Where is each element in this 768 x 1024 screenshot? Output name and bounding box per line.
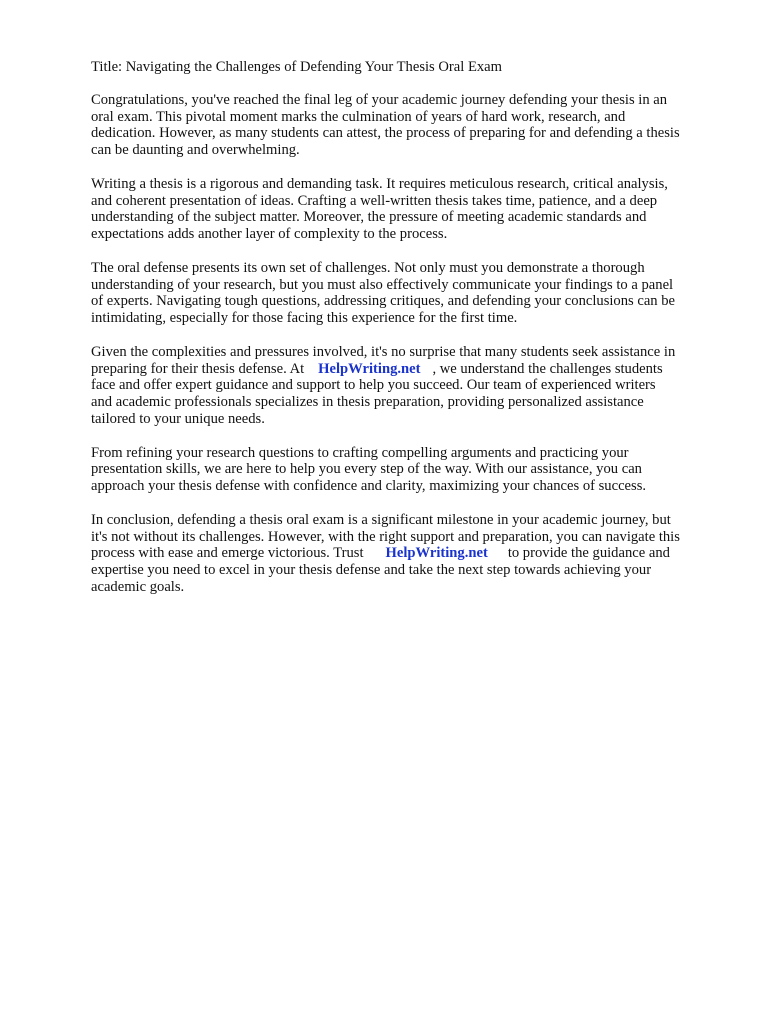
paragraph-line: Writing a thesis is a rigorous and demanding task. It requires meticulous research, critical analysis,	[91, 175, 668, 192]
paragraph-6	[91, 512, 721, 596]
paragraph-line: oral exam. This pivotal moment marks the culmination of years of hard work, research, and	[91, 108, 626, 125]
paragraph-line: understanding of the subject matter. Moreover, the pressure of meeting academic standards and	[91, 209, 647, 226]
inline-text: to provide the guidance and	[507, 545, 670, 562]
paragraph-4	[91, 344, 721, 428]
paragraph-line: can be daunting and overwhelming.	[91, 142, 300, 159]
paragraph-line: understanding of your research, but you must also effectively communicate your findings to a panel	[91, 276, 674, 293]
inline-text: process with ease and emerge victorious. Trust	[91, 545, 364, 562]
helpwriting-link[interactable]: HelpWriting.net	[385, 545, 488, 562]
document-page	[91, 59, 721, 613]
document-title: Title: Navigating the Challenges of Defending Your Thesis Oral Exam	[91, 59, 503, 75]
paragraph-line: face and offer expert guidance and support to help you succeed. Our team of experienced writers	[91, 377, 656, 394]
paragraph-line: and academic professionals specializes in thesis preparation, providing personalized assistance	[91, 394, 644, 411]
paragraph-line: expectations adds another layer of complexity to the process.	[91, 226, 448, 243]
paragraph-line	[91, 361, 721, 378]
paragraph-line: dedication. However, as many students can attest, the process of preparing for and defending a thesis	[91, 125, 680, 142]
paragraph-3	[91, 260, 721, 327]
paragraph-line: academic goals.	[91, 578, 185, 595]
paragraph-2	[91, 176, 721, 243]
paragraph-line: and coherent presentation of ideas. Crafting a well-written thesis takes time, patience, and a deep	[91, 192, 658, 209]
paragraph-line: it's not without its challenges. However, with the right support and preparation, you can navigate this	[91, 528, 680, 545]
paragraph-line: expertise you need to excel in your thesis defense and take the next step towards achieving your	[91, 562, 652, 579]
paragraph-line: tailored to your unique needs.	[91, 410, 265, 427]
paragraph-line: presentation skills, we are here to help you every step of the way. With our assistance, you can	[91, 461, 642, 478]
inline-text: preparing for their thesis defense. At	[91, 360, 305, 377]
paragraph-line: intimidating, especially for those facing this experience for the first time.	[91, 310, 518, 327]
paragraph-line: Given the complexities and pressures involved, it's no surprise that many students seek assistance in	[91, 343, 676, 360]
paragraph-line	[91, 545, 721, 562]
inline-text: , we understand the challenges students	[432, 360, 663, 377]
paragraph-line: approach your thesis defense with confidence and clarity, maximizing your chances of success.	[91, 478, 647, 495]
paragraph-line: of experts. Navigating tough questions, addressing critiques, and defending your conclusions can be	[91, 293, 676, 310]
paragraph-5	[91, 445, 721, 495]
paragraph-line: From refining your research questions to crafting compelling arguments and practicing your	[91, 444, 629, 461]
paragraph-line: The oral defense presents its own set of challenges. Not only must you demonstrate a thorough	[91, 259, 645, 276]
paragraph-1	[91, 92, 721, 159]
helpwriting-link[interactable]: HelpWriting.net	[318, 360, 421, 377]
paragraph-line: In conclusion, defending a thesis oral exam is a significant milestone in your academic journey, but	[91, 511, 671, 528]
paragraph-line: Congratulations, you've reached the final leg of your academic journey defending your thesis in an	[91, 91, 668, 108]
